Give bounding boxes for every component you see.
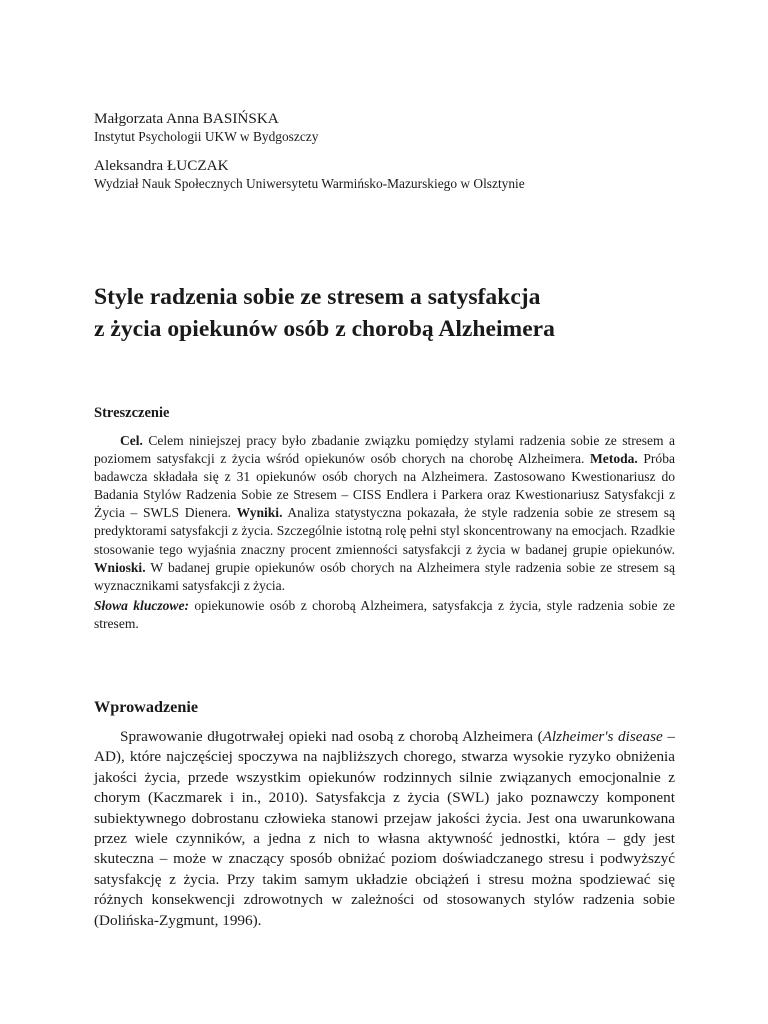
keywords [94,597,675,633]
intro-text-start: Sprawowanie długotrwałej opieki nad osobą z chorobą Alzheimera ( [120,728,543,745]
abstract-wnioski-text: W badanej grupie opiekunów osób chorych na Alzheimera style radzenia sobie ze stresem są wyznacznikami satysfakcji z życia. [94,559,675,593]
introduction-heading: Wprowadzenie [94,698,199,716]
abstract-heading: Streszczenie [94,405,170,421]
abstract-metoda-label: Metoda. [590,451,638,467]
title-line: Style radzenia sobie ze stresem a satysfakcja [94,284,541,310]
abstract-wyniki-text: Analiza statystyczna pokazała, że style radzenia sobie ze stresem są predyktorami satysfakcji z życia. Szczególnie istotną rolę pełni styl skoncentrowany na emocjach. Rzadkie stosowanie tego wyjaśnia znaczny procent zmienności satysfakcji z życia w badanej grupie opiekunów. [94,505,675,557]
abstract-paragraph [94,432,675,595]
intro-text-rest: – AD), które najczęściej spoczywa na najbliższych chorego, stwarza wysokie ryzyko obniżenia jakości życia, przede wszystkim opiekunów rodzinnych silnie związanych emocjonalnie z chorym (Kaczmarek i in., 2010). Satysfakcja z życia (SWL) jako poznawczy komponent subiektywnego dobrostanu człowieka stanowi przejaw jakości życia. Jest ona uwarunkowana przez wiele czynników, a jedna z nich to własna aktywność jednostki, która – gdy jest skuteczna – może w znaczący sposób obniżać poziom doświadczanego stresu i podwyższyć satysfakcję z życia. Przy takim samym układzie obciążeń i stresu można spodziewać się różnych konsekwencji zdrowotnych w zależności od stosowanych stylów radzenia sobie (Dolińska-Zygmunt, 1996). [94,728,676,929]
abstract-section [94,404,675,633]
abstract-metoda-text: Próba badawcza składała się z 31 opiekunów osób chorych na Alzheimera. Zastosowano Kwestionariusz do Badania Stylów Radzenia Sobie ze Stresem – CISS Endlera i Parkera oraz Kwestionariusz Satysfakcji z Życia – SWLS Dienera. [94,451,675,521]
keywords-text: opiekunowie osób z chorobą Alzheimera, satysfakcja z życia, style radzenia sobie ze stresem. [94,597,675,631]
paper-title [94,282,694,345]
intro-text-italic: Alzheimer's disease [542,728,663,745]
abstract-cel-label: Cel. [120,433,143,448]
author-affiliation: Instytut Psychologii UKW w Bydgoszczy [94,129,319,144]
introduction-paragraph [94,727,675,931]
author-block [94,109,694,146]
author-block [94,156,694,193]
abstract-wyniki-label: Wyniki. [236,505,283,521]
abstract-cel-text: Celem niniejszej pracy było zbadanie związku pomiędzy stylami radzenia sobie ze stresem a poziomem satysfakcji z życia wśród opiekunów osób chorych na chorobę Alzheimera. [94,433,675,467]
abstract-body [94,432,675,633]
title-line: z życia opiekunów osób z chorobą Alzheimera [94,315,555,342]
introduction-section [94,697,675,931]
author-name: Małgorzata Anna BASIŃSKA [94,110,279,127]
author-affiliation: Wydział Nauk Społecznych Uniwersytetu Warmińsko-Mazurskiego w Olsztynie [94,176,525,191]
author-list [94,109,694,193]
author-name: Aleksandra ŁUCZAK [94,157,229,174]
keywords-label: Słowa kluczowe: [94,597,189,613]
abstract-wnioski-label: Wnioski. [94,559,146,575]
